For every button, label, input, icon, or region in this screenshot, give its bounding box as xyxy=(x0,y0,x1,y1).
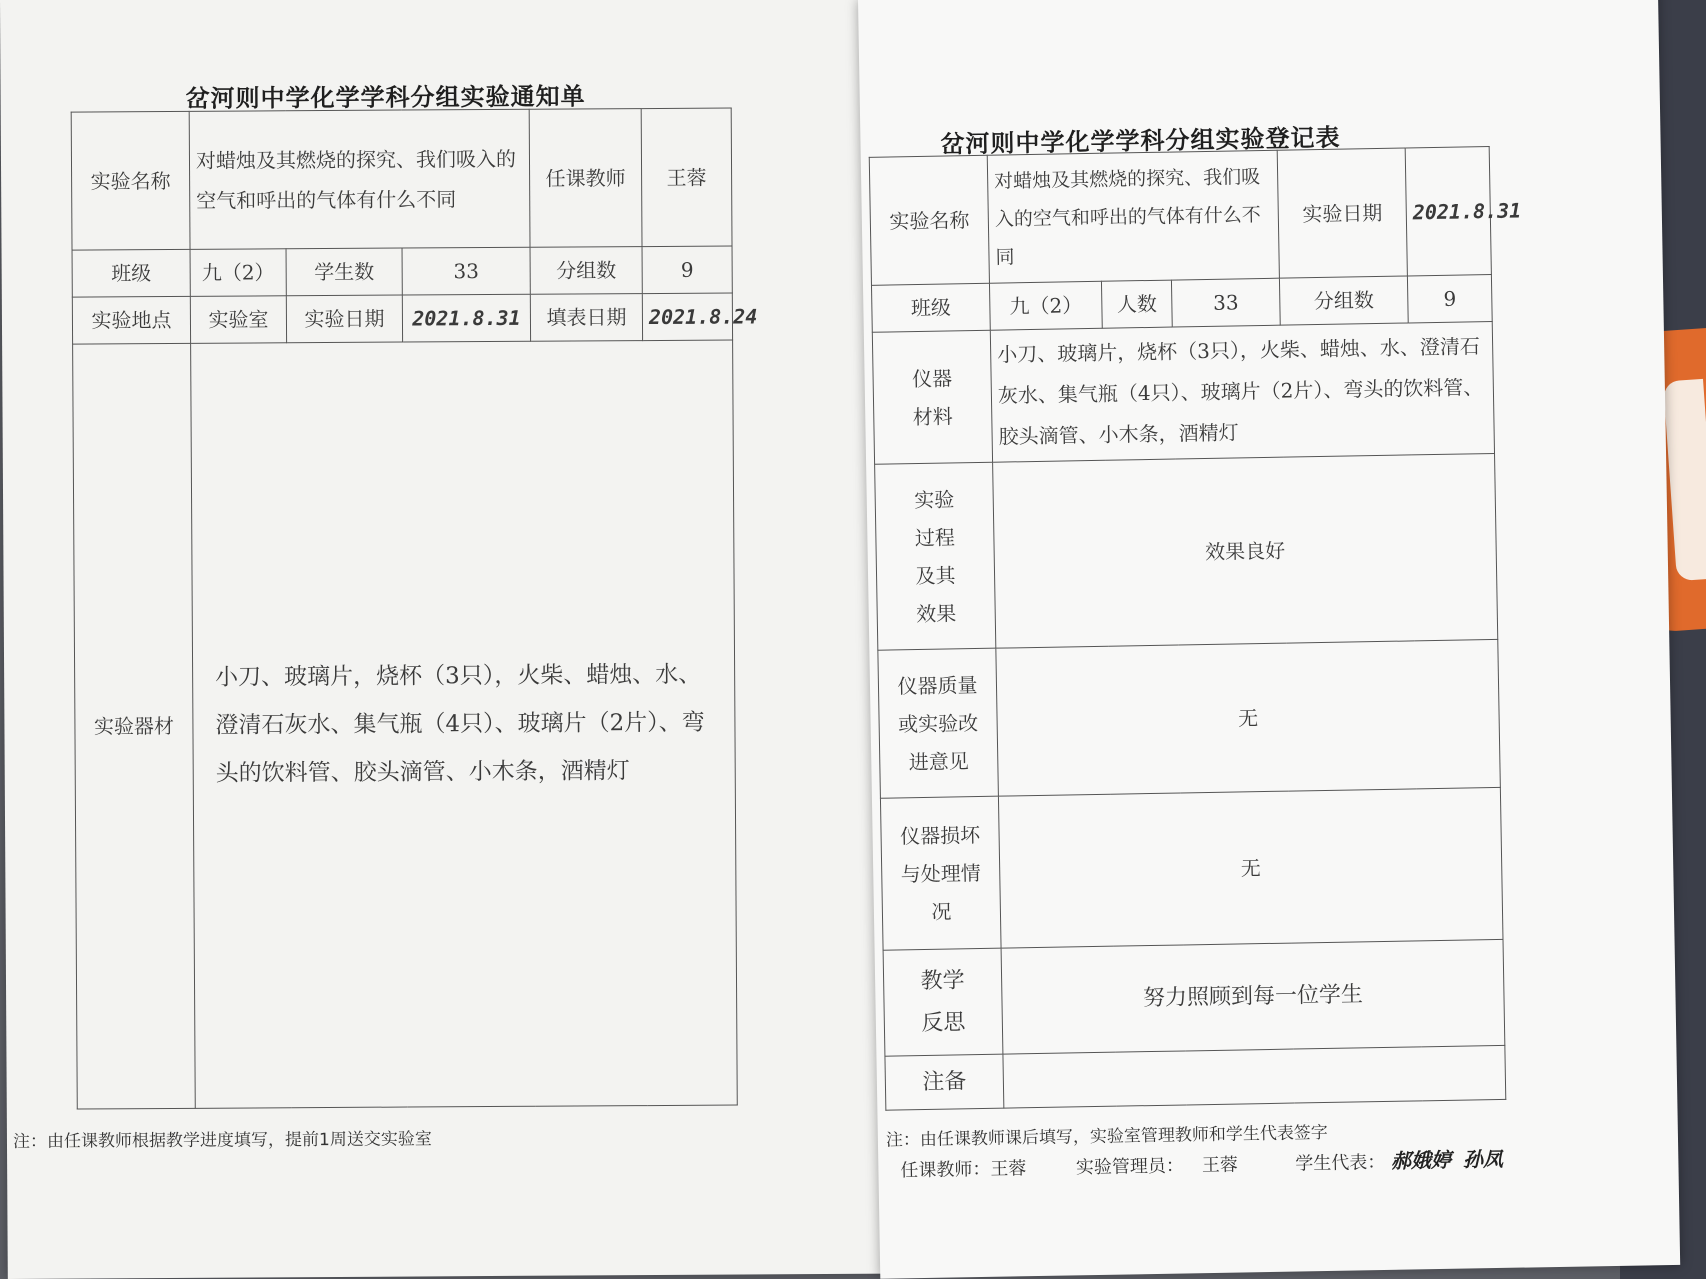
label-groups: 分组数 xyxy=(530,247,642,295)
student-sign-label: 学生代表： xyxy=(1295,1151,1386,1175)
value-class: 九（2） xyxy=(190,249,286,297)
label-class: 班级 xyxy=(871,283,990,332)
label-exp-date: 实验日期 xyxy=(1277,148,1407,278)
value-materials: 小刀、玻璃片，烧杯（3只），火柴、蜡烛、水、澄清石灰水、集气瓶（4只）、玻璃片（2片）、弯头的饮料管、胶头滴管、小木条，酒精灯 xyxy=(990,321,1494,462)
value-exp-name: 对蜡烛及其燃烧的探究、我们吸入的空气和呼出的气体有什么不同 xyxy=(189,109,530,249)
label-class: 班级 xyxy=(72,249,190,297)
label-groups: 分组数 xyxy=(1279,276,1408,325)
admin-sign-label: 实验管理员： xyxy=(1075,1155,1185,1179)
notice-footnote: 注：由任课教师根据教学进度填写，提前1周送交实验室 xyxy=(12,1129,432,1152)
value-groups: 9 xyxy=(642,246,732,294)
label-students: 学生数 xyxy=(286,248,402,296)
value-exp-name: 对蜡烛及其燃烧的探究、我们吸入的空气和呼出的气体有什么不同 xyxy=(987,150,1279,283)
student-signature: 郝娥婷 孙凤 xyxy=(1390,1146,1504,1173)
notice-title: 岔河则中学化学学科分组实验通知单 xyxy=(185,82,586,113)
value-remark xyxy=(1003,1045,1506,1108)
value-place: 实验室 xyxy=(190,296,286,344)
label-reflection: 教学反思 xyxy=(883,948,1003,1056)
label-process: 实验过程及其效果 xyxy=(875,462,996,650)
value-teacher: 王蓉 xyxy=(641,108,732,247)
register-footnote: 注：由任课教师课后填写，实验室管理教师和学生代表签字 xyxy=(885,1122,1329,1151)
value-students: 33 xyxy=(402,247,530,295)
label-exp-date: 实验日期 xyxy=(286,295,402,343)
label-damage: 仪器损坏与处理情况 xyxy=(880,796,1001,950)
value-quality: 无 xyxy=(996,639,1501,796)
label-teacher: 任课教师 xyxy=(529,109,642,248)
label-equipment: 实验器材 xyxy=(73,343,196,1109)
label-quality: 仪器质量或实验改进意见 xyxy=(878,648,999,798)
value-equipment: 小刀、玻璃片，烧杯（3只），火柴、蜡烛、水、澄清石灰水、集气瓶（4只）、玻璃片（2片）、弯头的饮料管、胶头滴管、小木条，酒精灯 xyxy=(191,340,738,1108)
register-table xyxy=(869,146,1522,1111)
label-fill-date: 填表日期 xyxy=(530,294,642,342)
value-exp-date: 2021.8.31 xyxy=(1405,147,1491,276)
value-reflection: 努力照顾到每一位学生 xyxy=(1001,939,1505,1054)
label-materials: 仪器材料 xyxy=(872,330,992,464)
label-exp-name: 实验名称 xyxy=(71,111,190,250)
label-count: 人数 xyxy=(1101,280,1172,328)
label-exp-name: 实验名称 xyxy=(869,155,989,285)
register-sheet xyxy=(858,0,1680,1279)
value-damage: 无 xyxy=(998,787,1503,948)
value-count: 33 xyxy=(1171,278,1280,327)
admin-sign: 王蓉 xyxy=(1201,1154,1239,1177)
label-place: 实验地点 xyxy=(72,296,190,344)
teacher-sign: 王蓉 xyxy=(990,1158,1027,1180)
register-title: 岔河则中学化学学科分组实验登记表 xyxy=(940,123,1341,159)
value-exp-date: 2021.8.31 xyxy=(402,294,530,342)
notice-table xyxy=(71,108,758,1110)
value-class: 九（2） xyxy=(989,281,1102,330)
value-fill-date: 2021.8.24 xyxy=(642,293,732,341)
value-process: 效果良好 xyxy=(993,453,1498,648)
teacher-sign-label: 任课教师： xyxy=(900,1158,991,1182)
label-remark: 注备 xyxy=(885,1054,1004,1110)
value-groups: 9 xyxy=(1407,274,1492,322)
